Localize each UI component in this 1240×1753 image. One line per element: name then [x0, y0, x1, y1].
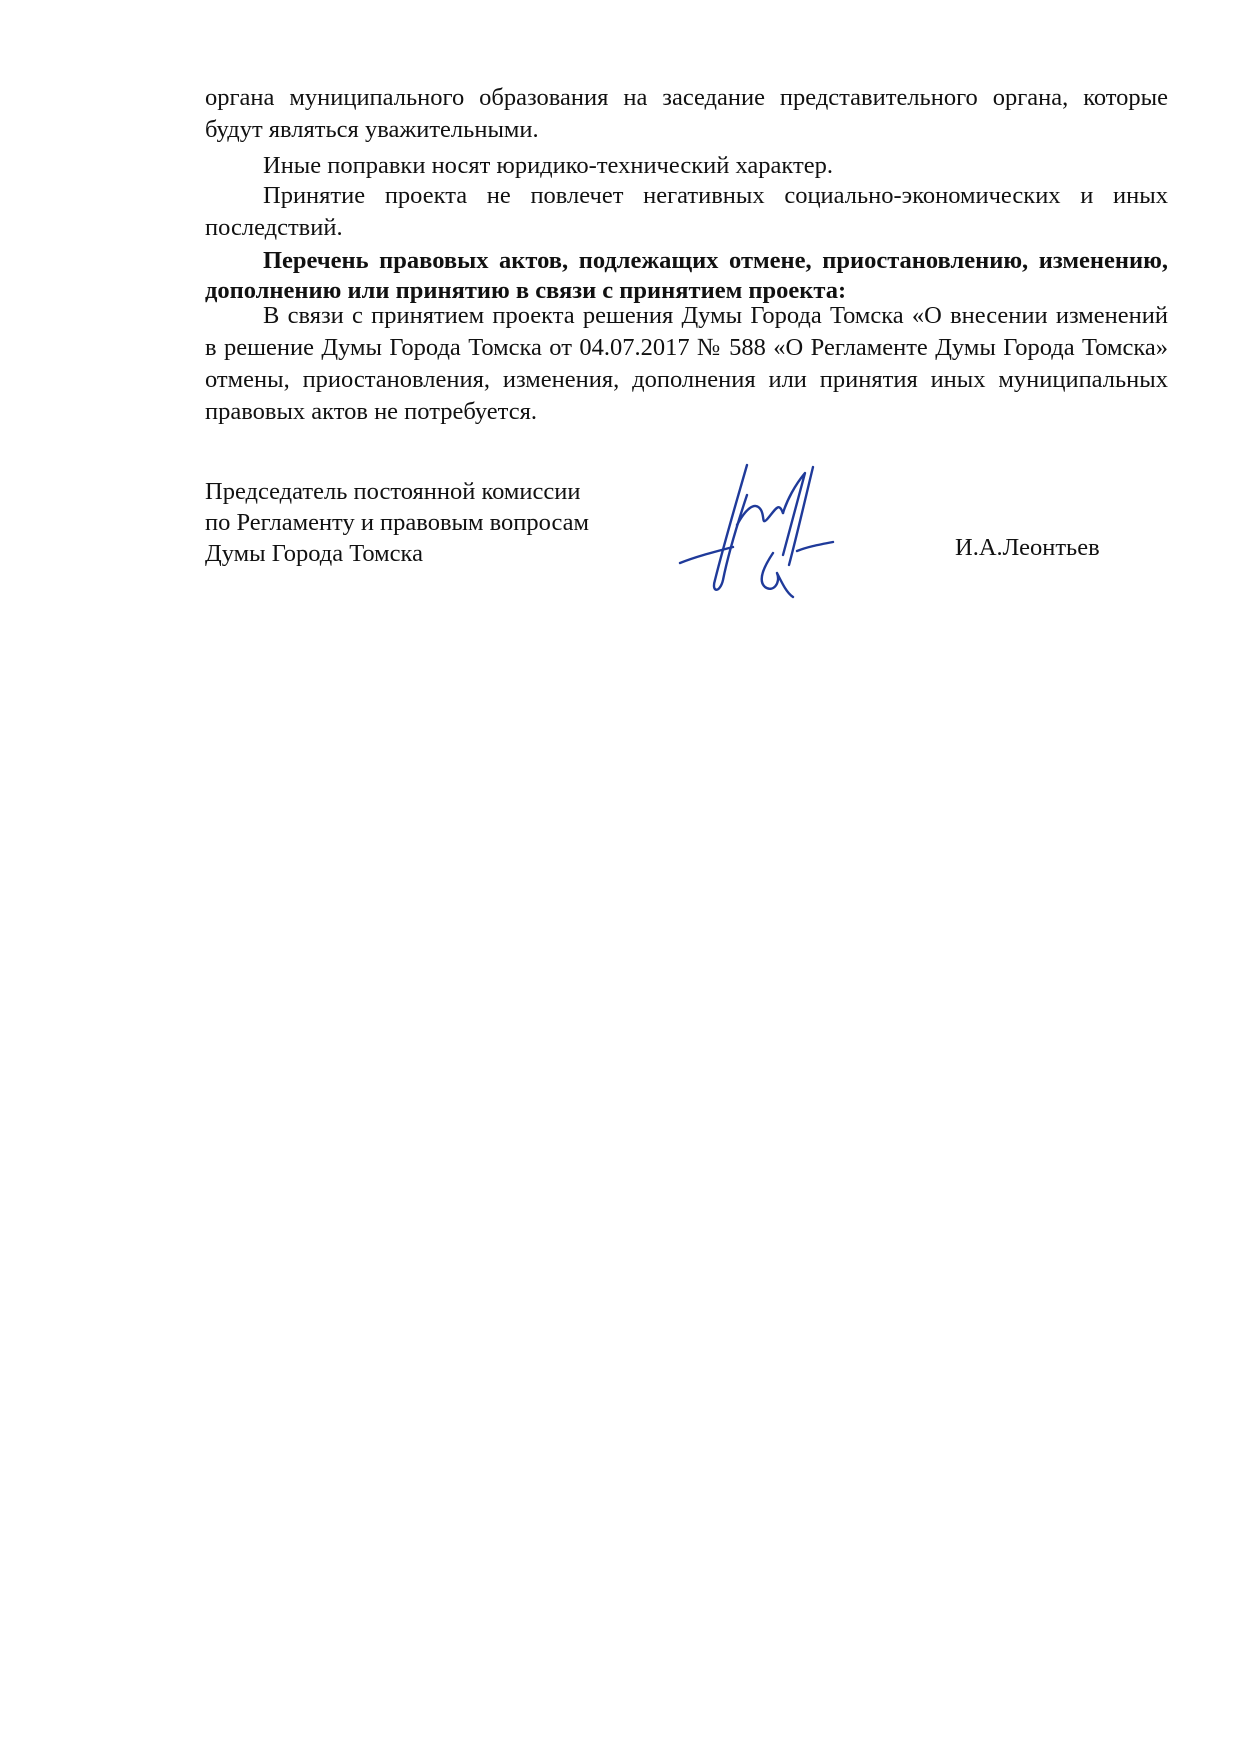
paragraph-intro — [205, 82, 1168, 146]
paragraph-acts — [205, 300, 1168, 428]
signatory-position — [205, 476, 625, 569]
paragraph-consequences-line-2: последствий. — [205, 214, 343, 241]
signatory-name: И.А.Леонтьев — [955, 534, 1100, 561]
paragraph-amendments — [205, 150, 1168, 182]
signatory-position-line-1: Председатель постоянной комиссии — [205, 478, 581, 505]
signature-stroke-tail — [797, 542, 833, 551]
paragraph-consequences — [205, 180, 1168, 244]
signature-stroke-dash — [680, 547, 733, 563]
paragraph-acts-line-1: В связи с принятием проекта решения Думы Города Томска «О внесении изменений — [263, 302, 1168, 329]
signature-stroke-main — [714, 465, 747, 590]
section-heading — [205, 246, 1168, 306]
paragraph-amendments-line: Иные поправки носят юридико-технический характер. — [263, 152, 833, 179]
section-heading-line-1: Перечень правовых актов, подлежащих отмене, приостановлению, изменению, — [263, 247, 1168, 274]
paragraph-acts-line-4: правовых актов не потребуется. — [205, 398, 537, 425]
signatory-position-line-2: по Регламенту и правовым вопросам — [205, 509, 590, 536]
paragraph-acts-line-2: в решение Думы Города Томска от 04.07.2017 № 588 «О Регламенте Думы Города Томска» — [205, 334, 1168, 361]
signatory-position-line-3: Думы Города Томска — [205, 540, 423, 567]
handwritten-signature — [665, 455, 895, 605]
section-heading-line-2: дополнению или принятию в связи с принятием проекта: — [205, 277, 847, 304]
paragraph-acts-line-3: отмены, приостановления, изменения, дополнения или принятия иных муниципальных — [205, 366, 1168, 393]
paragraph-intro-line-2: будут являться уважительными. — [205, 116, 539, 143]
signature-stroke-flourish — [762, 553, 793, 597]
paragraph-intro-line-1: органа муниципального образования на заседание представительного органа, которые — [205, 84, 1168, 111]
paragraph-consequences-line-1: Принятие проекта не повлечет негативных социально-экономических и иных — [263, 182, 1168, 209]
signature-stroke-loop — [737, 506, 783, 525]
